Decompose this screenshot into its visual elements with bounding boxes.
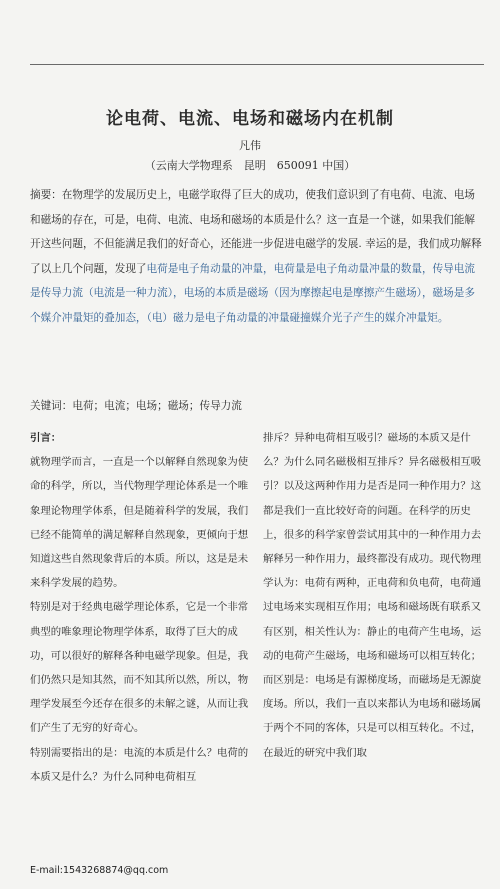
- intro-heading: 引言：: [30, 432, 62, 444]
- intro-paragraph: 特别需要指出的是：电流的本质是什么？电荷的本质又是什么？为什么同种电荷相互: [30, 746, 249, 783]
- abstract: [30, 183, 484, 330]
- intro-left-column: [30, 426, 252, 789]
- paper-title: 论电荷、电流、电场和磁场内在机制: [106, 109, 394, 129]
- author: 凡伟: [239, 139, 261, 152]
- intro-paragraph: 就物理学而言，一直是一个以解释自然现象为使命的科学，所以，当代物理学理论体系是一个唯象理论物理学体系，但是随着科学的发展，我们已经不能简单的满足解释自然现象，更倾向于想知道这些自然现象背后的本质。所以，这是是未来科学发展的趋势。: [30, 456, 249, 590]
- intro-paragraph: 排斥？异种电荷相互吸引？磁场的本质又是什么？为什么同名磁极相互排斥？异名磁极相互吸引？以及这两种作用力是否是同一种作用力？这都是我们一直比较好奇的问题。在科学的历史上，很多的科学家曾尝试用其中的一种作用力去解释另一种作用力，最终都没有成功。现代物理学认为：电荷有两种，正电荷和负电荷，电荷通过电场来实现相互作用；电场和磁场既有联系又有区别，相关性认为：静止的电荷产生电场，运动的电荷产生磁场，电场和磁场可以相互转化；而区别是：电场是有源梯度场，而磁场是无源旋度场。所以，我们一直以来都认为电场和磁场属于两个不同的客体，只是可以相互转化。不过，在最近的研究中我们取: [263, 432, 482, 759]
- affiliation: （云南大学物理系 昆明 650091 中国）: [144, 159, 356, 172]
- email-footnote: E-mail:1543268874@qq.com: [30, 865, 169, 876]
- abstract-highlight: 电荷是电子角动量的冲量，电荷量是电子角动量冲量的数量，传导电流是传导力流（电流是一种力流）: [30, 262, 475, 299]
- keywords: 关键词：电荷；电流；电场；磁场；传导力流: [30, 400, 242, 412]
- intro-paragraph: 特别是对于经典电磁学理论体系，它是一个非常典型的唯象理论物理学体系，取得了巨大的成功，可以很好的解释各种电磁学现象。但是，我们仍然只是知其然，而不知其所以然，所以，物理学发展至今还存在很多的未解之谜，从而让我们产生了无穷的好奇心。: [30, 601, 249, 735]
- top-rule: [30, 64, 484, 65]
- abstract-text-1: 摘要：在物理学的发展历史上，电磁学取得了巨大的成功，使我们意识到了有电荷、电流、电场和磁场的存在，可是，电荷、电流、电场和磁场的本质是什么？这一直是一个谜，如果我们能解开这些问题，不但能满足我们的好奇心，还能进一步促进电磁学的发展. 幸运的是，我们成功解释了以上几个问题，发现了: [30, 189, 482, 275]
- intro-right-column: [263, 426, 485, 765]
- abstract-text-2: ，电场的本质是磁场（因为摩擦起电是摩擦产生磁场），磁场是多个媒介冲量矩的叠加态，（电）磁力是电子角动量的冲量碰撞媒介光子产生的媒介冲量矩。: [30, 287, 475, 324]
